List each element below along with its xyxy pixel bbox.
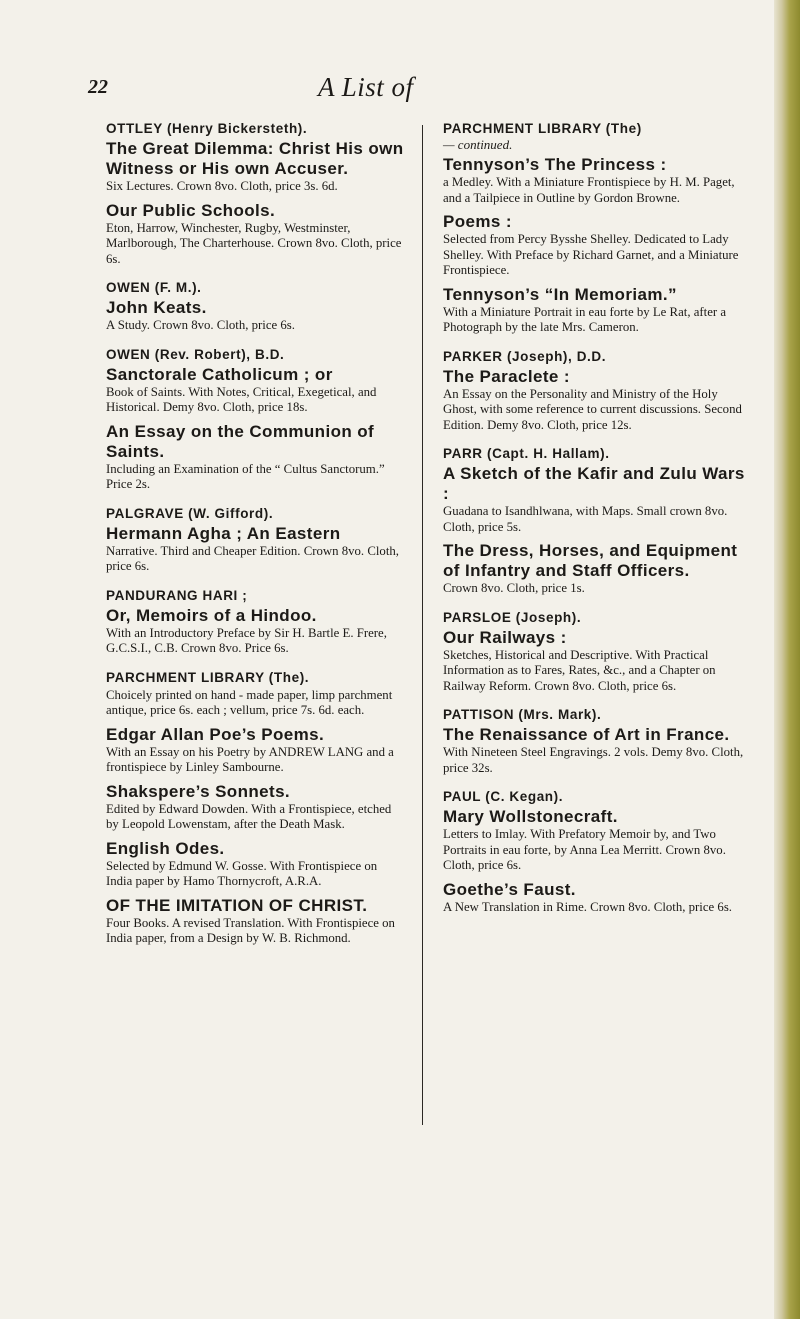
- book-listing: [106, 365, 406, 416]
- book-description: Edited by Edward Dowden. With a Frontispiece, etched by Leopold Lowenstam, after the Death Mask.: [106, 801, 392, 831]
- book-description: Crown 8vo. Cloth, price 1s.: [443, 581, 585, 595]
- book-listing: [106, 725, 406, 776]
- book-description: Six Lectures. Crown 8vo. Cloth, price 3s. 6d.: [106, 179, 338, 193]
- catalogue-entry: [443, 120, 748, 336]
- author-heading: OTTLEY (Henry Bickersteth).: [106, 121, 308, 136]
- book-title: Goethe’s Faust.: [443, 879, 576, 899]
- catalogue-entry: [106, 346, 406, 493]
- running-title: A List of: [318, 72, 414, 102]
- book-title: Mary Wollstonecraft.: [443, 807, 618, 826]
- catalogue-entry: [443, 348, 748, 434]
- left-column: [106, 120, 406, 959]
- author-heading: PANDURANG HARI ;: [106, 587, 248, 603]
- book-listing: [443, 367, 748, 434]
- catalogue-entry: [443, 609, 748, 695]
- book-title: English Odes.: [106, 838, 225, 858]
- book-description: A New Translation in Rime. Crown 8vo. Cloth, price 6s.: [443, 899, 732, 914]
- book-title: Tennyson’s The Princess :: [443, 155, 667, 174]
- book-title: The Paraclete :: [443, 366, 570, 386]
- book-listing: [443, 155, 748, 206]
- book-title: The Dress, Horses, and Equipment of Infantry and Staff Officers.: [443, 541, 738, 580]
- catalogue-entry: [443, 445, 748, 597]
- book-description: Choicely printed on hand - made paper, limp parchment antique, price 6s. each ; vellum, price 7s. 6d. each.: [106, 687, 393, 717]
- author-heading: PARKER (Joseph), D.D.: [443, 348, 607, 364]
- catalogue-entry: [443, 788, 748, 915]
- book-listing: [443, 725, 748, 776]
- book-description: A Study. Crown 8vo. Cloth, price 6s.: [106, 318, 295, 332]
- book-description: a Medley. With a Miniature Frontispiece by H. M. Paget, and a Tailpiece in Outline by Gordon Browne.: [443, 175, 735, 205]
- book-listing: [443, 285, 748, 336]
- book-title: The Renaissance of Art in France.: [443, 725, 730, 744]
- page-number: 22: [88, 76, 108, 98]
- book-title: Shakspere’s Sonnets.: [106, 781, 291, 801]
- book-title: Our Railways :: [443, 627, 567, 647]
- book-title: Our Public Schools.: [106, 200, 276, 220]
- book-title: Or, Memoirs of a Hindoo.: [106, 605, 317, 625]
- book-listing: [443, 628, 748, 695]
- book-description: Narrative. Third and Cheaper Edition. Crown 8vo. Cloth, price 6s.: [106, 543, 399, 573]
- book-description: Selected by Edmund W. Gosse. With Frontispiece on India paper by Hamo Thornycroft, A.R.A.: [106, 858, 378, 888]
- book-description: Eton, Harrow, Winchester, Rugby, Westminster, Marlborough, The Charterhouse. Crown 8vo. Cloth, price 6s.: [106, 220, 402, 266]
- book-description: With an Essay on his Poetry by ANDREW LANG and a frontispiece by Linley Sambourne.: [106, 744, 394, 774]
- book-description: Book of Saints. With Notes, Critical, Exegetical, and Historical. Demy 8vo. Cloth, price 18s.: [106, 384, 377, 414]
- catalogue-entry: [106, 587, 406, 657]
- book-description: Sketches, Historical and Descriptive. With Practical Information as to Fares, Rates, &c., and a Chapter on Railway Reform. Crown 8vo. Cloth, price 6s.: [443, 647, 716, 693]
- author-heading: PARCHMENT LIBRARY (The).: [106, 669, 310, 685]
- author-heading: PARSLOE (Joseph).: [443, 609, 582, 625]
- book-title: John Keats.: [106, 298, 207, 317]
- book-description: With a Miniature Portrait in eau forte by Le Rat, after a Photograph by the late Mrs. Cameron.: [443, 304, 727, 334]
- book-listing: [106, 201, 406, 268]
- book-description: Guadana to Isandhlwana, with Maps. Small crown 8vo. Cloth, price 5s.: [443, 504, 728, 534]
- book-description: Letters to Imlay. With Prefatory Memoir by, and Two Portraits in eau forte, by Anna Lea Merritt. Crown 8vo. Cloth, price 6s.: [443, 827, 726, 872]
- book-listing: [106, 839, 406, 890]
- book-listing: [106, 298, 406, 334]
- column-divider: [422, 125, 423, 1125]
- catalogue-entry: [106, 505, 406, 575]
- book-listing: [443, 541, 748, 597]
- book-listing: [443, 212, 748, 279]
- book-title: The Great Dilemma: Christ His own Witness or His own Accuser.: [106, 139, 404, 178]
- catalogue-entry: [106, 669, 406, 947]
- book-title: Hermann Agha ; An Eastern: [106, 523, 341, 543]
- book-listing: [106, 524, 406, 575]
- continued-note: — continued.: [443, 137, 513, 152]
- book-description: With an Introductory Preface by Sir H. Bartle E. Frere, G.C.S.I., C.B. Crown 8vo. Price 6s.: [106, 625, 387, 655]
- book-listing: [106, 139, 406, 195]
- author-heading: PARR (Capt. H. Hallam).: [443, 446, 610, 461]
- catalogue-entry: [443, 706, 748, 776]
- book-description: Four Books. A revised Translation. With Frontispiece on India paper, from a Design by W. B. Richmond.: [106, 915, 395, 945]
- book-title: Sanctorale Catholicum ; or: [106, 364, 333, 384]
- book-listing: [106, 422, 406, 493]
- catalogue-entry: [106, 279, 406, 334]
- right-column: [443, 120, 748, 927]
- author-heading: PALGRAVE (W. Gifford).: [106, 505, 274, 521]
- book-listing: [106, 688, 406, 719]
- book-title: Edgar Allan Poe’s Poems.: [106, 724, 325, 744]
- book-listing: [106, 782, 406, 833]
- book-listing: [443, 464, 748, 535]
- book-description: With Nineteen Steel Engravings. 2 vols. Demy 8vo. Cloth, price 32s.: [443, 745, 744, 775]
- book-title: An Essay on the Communion of Saints.: [106, 421, 375, 461]
- catalogue-entry: [106, 120, 406, 267]
- author-heading: OWEN (Rev. Robert), B.D.: [106, 346, 285, 362]
- book-description: An Essay on the Personality and Ministry of the Holy Ghost, with some reference to current discussions. Second Edition. Demy 8vo. Cloth, price 12s.: [443, 386, 742, 432]
- book-listing: [106, 606, 406, 657]
- book-listing: [443, 880, 748, 916]
- book-description: Selected from Percy Bysshe Shelley. Dedicated to Lady Shelley. With Preface by Richard Garnet, and a Miniature Frontispiece.: [443, 232, 739, 277]
- book-listing: [106, 896, 406, 947]
- author-heading: PATTISON (Mrs. Mark).: [443, 707, 602, 722]
- book-listing: [443, 807, 748, 874]
- book-title: Tennyson’s “In Memoriam.”: [443, 284, 677, 304]
- book-title: Poems :: [443, 212, 512, 231]
- book-description: Including an Examination of the “ Cultus Sanctorum.” Price 2s.: [106, 461, 385, 491]
- book-title: OF THE IMITATION OF CHRIST.: [106, 895, 368, 915]
- book-title: A Sketch of the Kafir and Zulu Wars :: [443, 464, 745, 503]
- author-heading: PAUL (C. Kegan).: [443, 789, 564, 804]
- author-heading: OWEN (F. M.).: [106, 280, 202, 295]
- page-header: [0, 72, 780, 112]
- author-heading: PARCHMENT LIBRARY (The): [443, 121, 642, 136]
- page-edge: [774, 0, 800, 1319]
